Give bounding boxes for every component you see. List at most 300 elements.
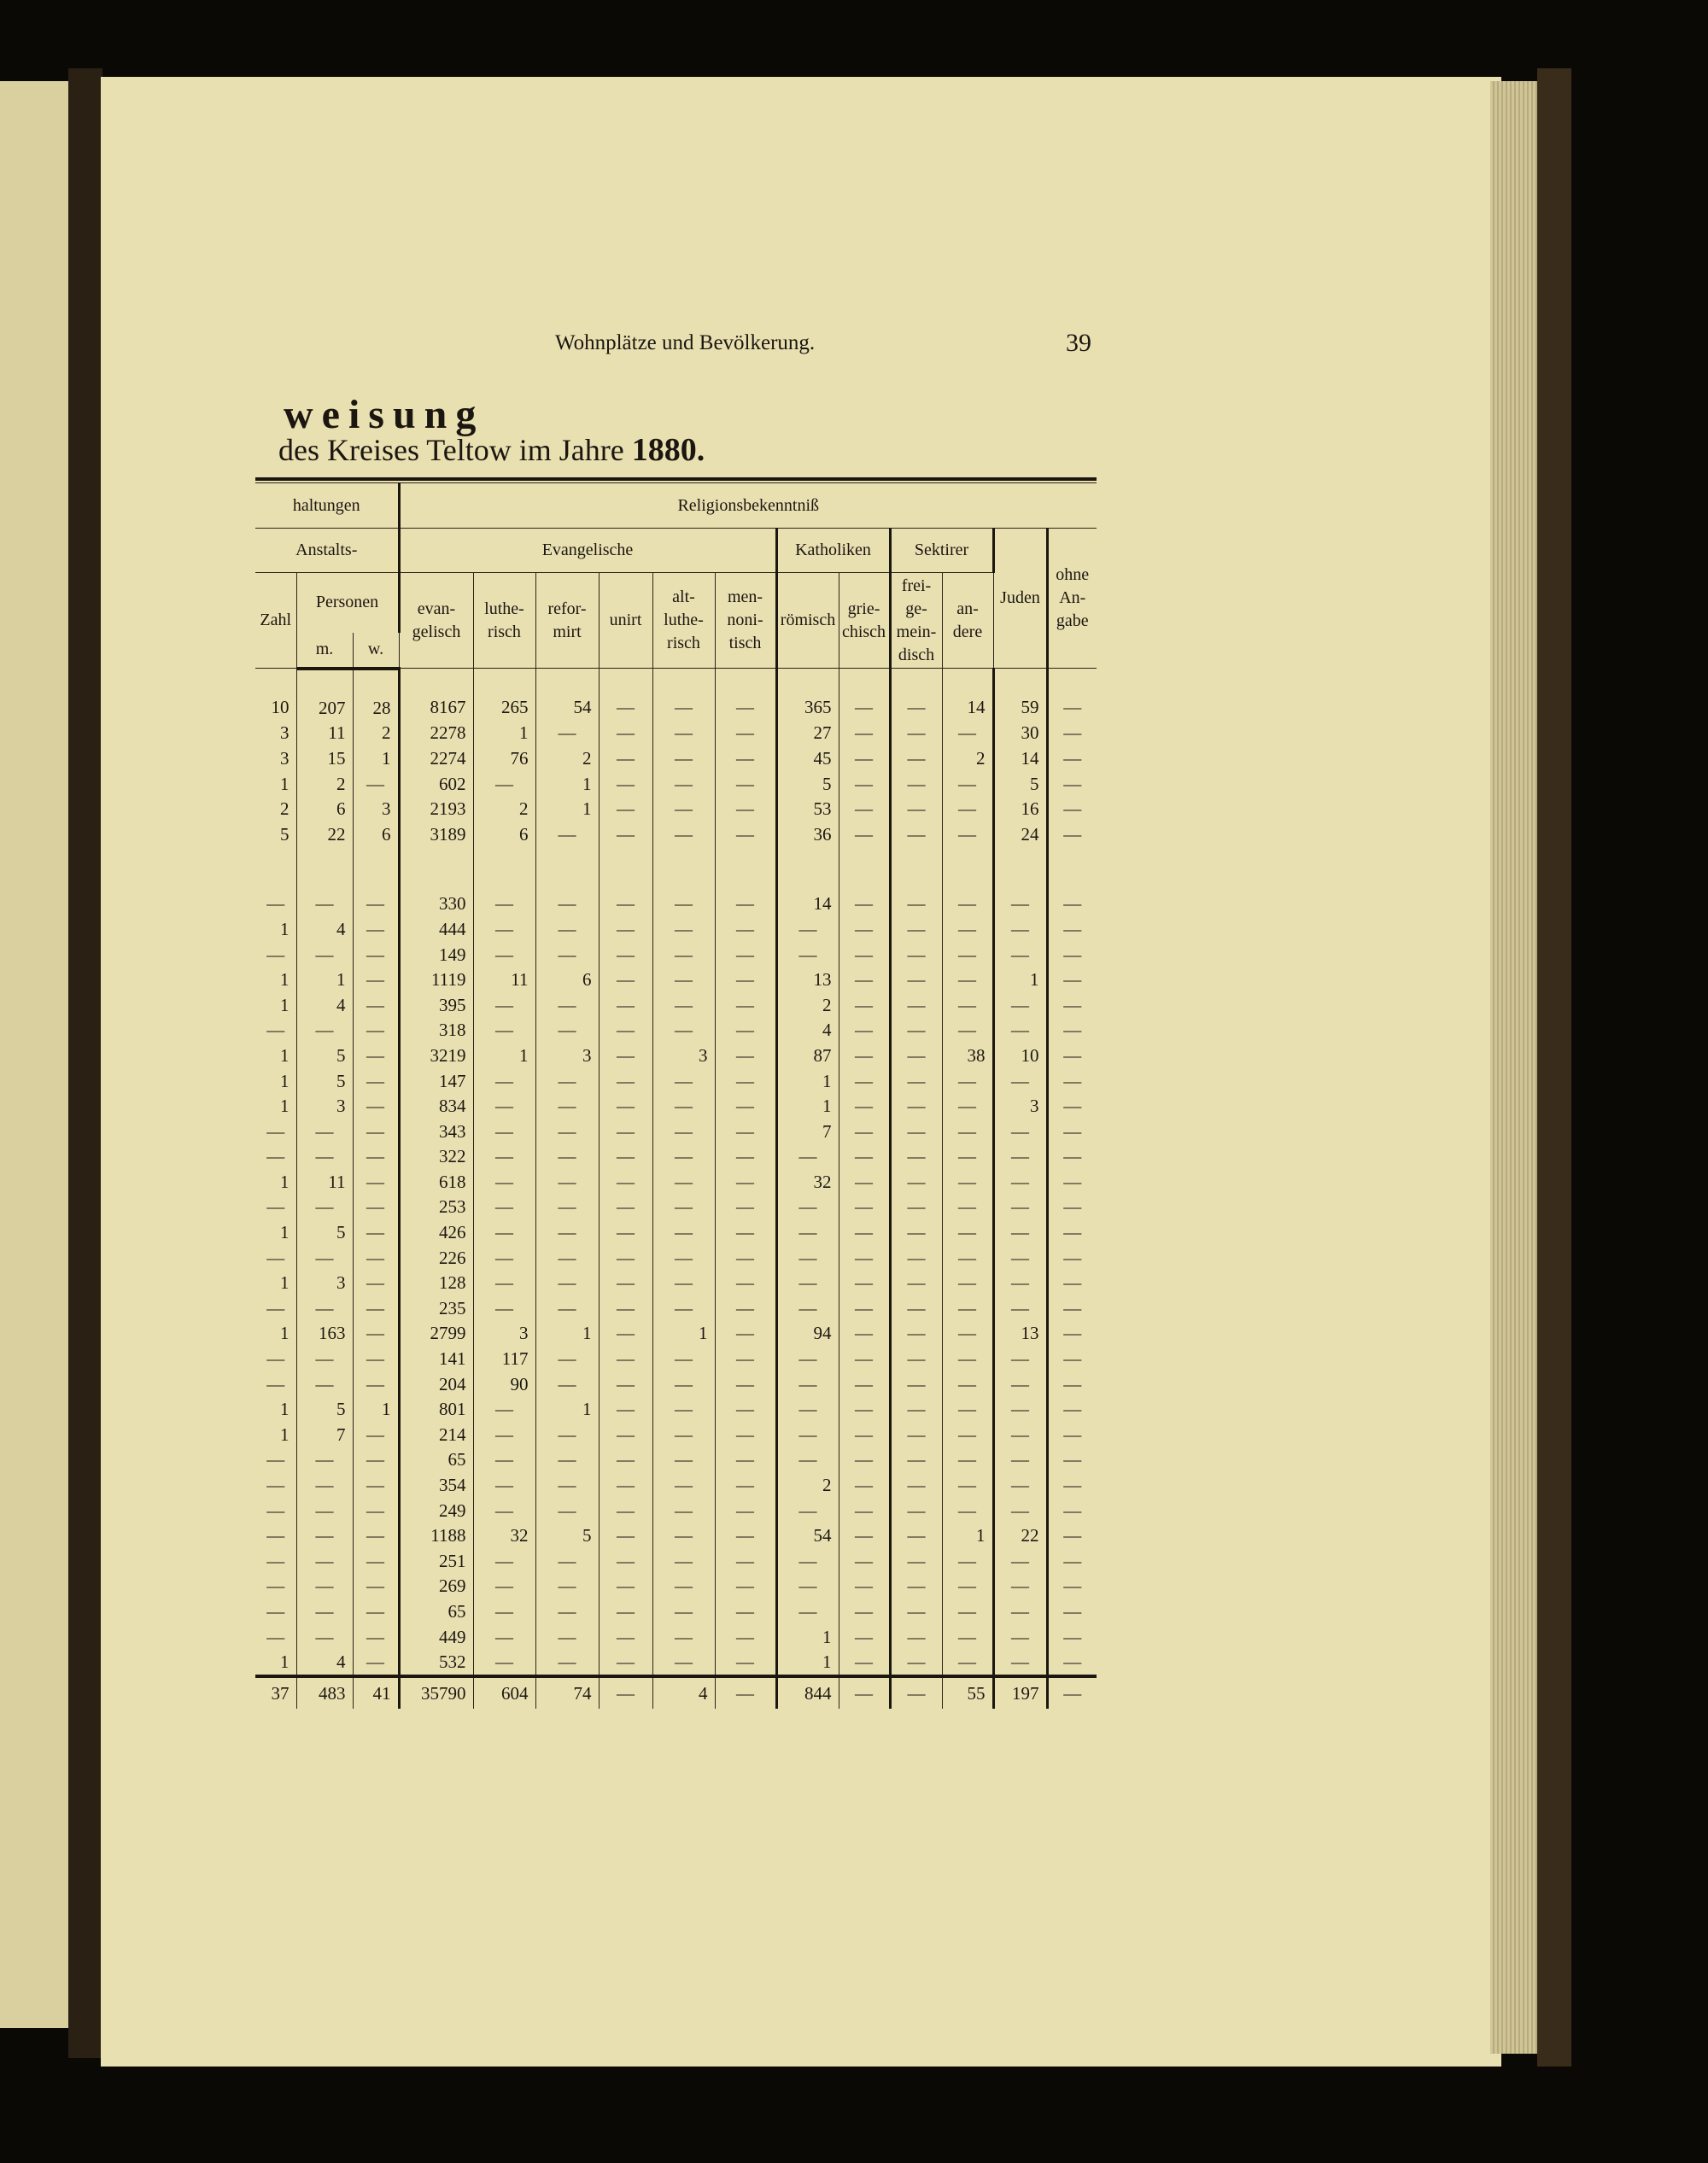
table-cell: 41 <box>353 1676 399 1709</box>
table-cell: — <box>715 1321 776 1347</box>
table-cell: — <box>1047 1044 1097 1069</box>
table-cell: — <box>993 1220 1047 1246</box>
table-cell: 226 <box>399 1245 473 1271</box>
empty-cell <box>473 847 535 892</box>
table-cell: 37 <box>255 1676 296 1709</box>
table-cell: — <box>776 1347 839 1372</box>
table-cell: — <box>535 1068 599 1094</box>
table-cell: — <box>353 1423 399 1448</box>
table-cell: — <box>715 1650 776 1677</box>
table-cell: — <box>599 746 652 772</box>
table-cell: 13 <box>993 1321 1047 1347</box>
table-cell: 265 <box>473 669 535 722</box>
table-cell: — <box>1047 821 1097 847</box>
table-cell: — <box>839 1574 890 1599</box>
table-cell: 8167 <box>399 669 473 722</box>
table-cell: 1 <box>255 1321 296 1347</box>
header-zahl: Zahl <box>255 573 296 669</box>
table-cell: 1 <box>473 1044 535 1069</box>
running-head: Wohnplätze und Bevölkerung. <box>555 331 816 354</box>
table-cell: — <box>993 892 1047 917</box>
table-cell: — <box>353 917 399 943</box>
table-row <box>255 1044 1097 1069</box>
statistics-table <box>255 482 1097 1709</box>
table-cell: — <box>652 721 715 746</box>
table-cell: — <box>652 771 715 797</box>
table-cell: — <box>535 1245 599 1271</box>
table-cell: — <box>353 1018 399 1044</box>
table-cell: — <box>993 1624 1047 1650</box>
table-cell: — <box>652 1170 715 1195</box>
table-cell: 449 <box>399 1624 473 1650</box>
table-cell: — <box>599 1599 652 1625</box>
table-cell: — <box>535 1549 599 1575</box>
table-cell: — <box>296 1245 353 1271</box>
empty-cell <box>535 847 599 892</box>
table-cell: — <box>776 1245 839 1271</box>
table-cell: — <box>353 771 399 797</box>
table-cell: — <box>599 721 652 746</box>
header-altlutherisch: alt-luthe-risch <box>652 573 715 669</box>
table-cell: — <box>1047 1119 1097 1144</box>
page-edges <box>1490 81 1541 2054</box>
table-cell: — <box>652 892 715 917</box>
table-cell: — <box>599 1195 652 1220</box>
table-cell: — <box>1047 1371 1097 1397</box>
table-cell: 11 <box>296 1170 353 1195</box>
table-cell: — <box>535 1018 599 1044</box>
table-cell: 483 <box>296 1676 353 1709</box>
table-cell: — <box>776 1296 839 1322</box>
table-cell: — <box>1047 1397 1097 1423</box>
table-cell: 2193 <box>399 797 473 822</box>
table-cell: — <box>890 1220 942 1246</box>
table-cell: 94 <box>776 1321 839 1347</box>
table-cell: 604 <box>473 1676 535 1709</box>
header-ohne-angabe: ohne An-gabe <box>1047 529 1097 669</box>
table-row <box>255 992 1097 1018</box>
table-cell: — <box>839 1523 890 1549</box>
table-cell: — <box>652 992 715 1018</box>
header-mennonitisch: men-noni-tisch <box>715 573 776 669</box>
table-cell: — <box>890 1447 942 1473</box>
table-cell: — <box>839 1599 890 1625</box>
table-cell: — <box>890 1624 942 1650</box>
table-cell: — <box>890 1473 942 1499</box>
table-cell: — <box>599 1347 652 1372</box>
table-cell: — <box>890 1549 942 1575</box>
table-cell: 197 <box>993 1676 1047 1709</box>
header-lutherisch: luthe-risch <box>473 573 535 669</box>
table-cell: — <box>535 1498 599 1523</box>
table-cell: — <box>599 1119 652 1144</box>
table-cell: — <box>353 1321 399 1347</box>
table-cell: 426 <box>399 1220 473 1246</box>
table-cell: — <box>715 746 776 772</box>
table-cell: — <box>715 1523 776 1549</box>
table-cell: — <box>839 1119 890 1144</box>
table-cell: — <box>715 1245 776 1271</box>
table-cell: — <box>473 1195 535 1220</box>
table-cell: 30 <box>993 721 1047 746</box>
table-row <box>255 1599 1097 1625</box>
table-cell: — <box>1047 1144 1097 1170</box>
table-cell: — <box>993 1371 1047 1397</box>
table-cell: — <box>1047 1170 1097 1195</box>
table-cell: — <box>890 1498 942 1523</box>
table-cell: 4 <box>296 992 353 1018</box>
table-cell: — <box>652 1423 715 1448</box>
table-cell: — <box>942 1220 993 1246</box>
table-cell: — <box>715 1296 776 1322</box>
table-cell: — <box>715 1220 776 1246</box>
table-cell: — <box>890 1371 942 1397</box>
table-cell: — <box>839 721 890 746</box>
table-cell: — <box>715 1018 776 1044</box>
table-cell: — <box>839 1423 890 1448</box>
table-cell: — <box>652 1119 715 1144</box>
table-cell: — <box>942 1094 993 1119</box>
table-cell: — <box>296 1144 353 1170</box>
table-cell: — <box>652 968 715 993</box>
table-cell: — <box>652 1447 715 1473</box>
table-cell: — <box>599 1676 652 1709</box>
table-cell: — <box>296 892 353 917</box>
table-cell: — <box>993 1119 1047 1144</box>
table-cell: 1 <box>255 1170 296 1195</box>
table-cell: — <box>599 1044 652 1069</box>
table-cell: 11 <box>473 968 535 993</box>
table-cell: — <box>1047 1245 1097 1271</box>
table-cell: — <box>942 1144 993 1170</box>
table-cell: 330 <box>399 892 473 917</box>
table-row <box>255 721 1097 746</box>
table-cell: 354 <box>399 1473 473 1499</box>
table-cell: 532 <box>399 1650 473 1677</box>
row-gap <box>255 847 1097 892</box>
table-cell: 1 <box>255 771 296 797</box>
table-cell: — <box>839 1296 890 1322</box>
table-cell: 1 <box>255 1220 296 1246</box>
table-cell: 28 <box>353 669 399 722</box>
table-cell: — <box>599 1447 652 1473</box>
table-cell: 1 <box>296 968 353 993</box>
table-cell: — <box>473 892 535 917</box>
table-cell: — <box>652 1549 715 1575</box>
header-evangelische: Evangelische <box>399 529 776 573</box>
table-cell: — <box>1047 917 1097 943</box>
table-cell: 618 <box>399 1170 473 1195</box>
table-cell: 5 <box>296 1220 353 1246</box>
table-cell: — <box>255 1195 296 1220</box>
table-cell: 1 <box>993 968 1047 993</box>
table-cell: — <box>715 721 776 746</box>
table-cell: — <box>993 1347 1047 1372</box>
table-cell: 207 <box>296 669 353 722</box>
table-cell: — <box>942 1321 993 1347</box>
table-cell: — <box>296 1523 353 1549</box>
table-cell: — <box>599 1371 652 1397</box>
table-cell: — <box>776 1371 839 1397</box>
table-cell: — <box>535 992 599 1018</box>
table-cell: 1 <box>535 797 599 822</box>
table-row <box>255 1296 1097 1322</box>
table-cell: 1 <box>255 1423 296 1448</box>
table-cell: 1 <box>353 1397 399 1423</box>
table-cell: — <box>599 942 652 968</box>
table-cell: — <box>473 1220 535 1246</box>
table-cell: 3 <box>296 1094 353 1119</box>
table-cell: 141 <box>399 1347 473 1372</box>
table-cell: — <box>890 1068 942 1094</box>
table-cell: — <box>353 942 399 968</box>
table-cell: — <box>942 721 993 746</box>
table-cell: — <box>296 1599 353 1625</box>
table-cell: 3 <box>473 1321 535 1347</box>
table-row <box>255 917 1097 943</box>
table-cell: — <box>652 1473 715 1499</box>
table-cell: — <box>1047 1094 1097 1119</box>
table-cell: — <box>599 1624 652 1650</box>
table-cell: — <box>652 1650 715 1677</box>
table-cell: — <box>942 1068 993 1094</box>
table-cell: 32 <box>473 1523 535 1549</box>
header-m: m. <box>296 633 353 669</box>
table-cell: — <box>652 1523 715 1549</box>
table-row <box>255 1094 1097 1119</box>
table-cell: — <box>599 1549 652 1575</box>
table-row <box>255 1423 1097 1448</box>
table-cell: — <box>599 892 652 917</box>
table-cell: — <box>535 1119 599 1144</box>
table-cell: — <box>599 917 652 943</box>
table-cell: — <box>652 917 715 943</box>
empty-cell <box>353 847 399 892</box>
table-cell: — <box>599 1423 652 1448</box>
table-body <box>255 669 1097 1710</box>
table-cell: — <box>890 1676 942 1709</box>
table-cell: — <box>715 669 776 722</box>
table-cell: — <box>599 968 652 993</box>
table-cell: — <box>715 917 776 943</box>
table-cell: 2 <box>473 797 535 822</box>
table-cell: — <box>993 1574 1047 1599</box>
table-cell: — <box>1047 992 1097 1018</box>
table-cell: — <box>353 1549 399 1575</box>
table-cell: — <box>776 942 839 968</box>
table-cell: — <box>296 1371 353 1397</box>
table-row <box>255 968 1097 993</box>
table-cell: 1188 <box>399 1523 473 1549</box>
table-cell: 14 <box>993 746 1047 772</box>
table-cell: — <box>942 1574 993 1599</box>
table-cell: 7 <box>776 1119 839 1144</box>
table-cell: — <box>255 1119 296 1144</box>
table-cell: — <box>1047 1321 1097 1347</box>
table-cell: 1 <box>473 721 535 746</box>
table-cell: — <box>652 1599 715 1625</box>
table-cell: — <box>839 821 890 847</box>
table-cell: — <box>942 1397 993 1423</box>
table-cell: — <box>776 1574 839 1599</box>
table-row <box>255 1473 1097 1499</box>
table-cell: — <box>1047 942 1097 968</box>
table-cell: — <box>535 1624 599 1650</box>
table-cell: — <box>473 942 535 968</box>
table-cell: — <box>652 1498 715 1523</box>
table-cell: — <box>1047 1650 1097 1677</box>
empty-cell <box>839 847 890 892</box>
table-cell: — <box>715 1447 776 1473</box>
table-cell: — <box>599 1473 652 1499</box>
table-cell: — <box>353 1599 399 1625</box>
table-cell: — <box>599 1523 652 1549</box>
table-cell: — <box>255 1624 296 1650</box>
table-cell: — <box>473 1549 535 1575</box>
table-cell: — <box>1047 1523 1097 1549</box>
table-cell: — <box>993 1170 1047 1195</box>
table-cell: — <box>652 1296 715 1322</box>
table-cell: — <box>296 1347 353 1372</box>
table-cell: 1 <box>255 1068 296 1094</box>
table-cell: — <box>890 1423 942 1448</box>
table-cell: — <box>715 942 776 968</box>
table-cell: — <box>890 669 942 722</box>
table-cell: 318 <box>399 1018 473 1044</box>
table-cell: 1 <box>255 1094 296 1119</box>
table-cell: 45 <box>776 746 839 772</box>
table-cell: — <box>993 1271 1047 1296</box>
table-row <box>255 1498 1097 1523</box>
table-cell: — <box>942 892 993 917</box>
table-cell: 59 <box>993 669 1047 722</box>
table-cell: — <box>890 1044 942 1069</box>
table-cell: — <box>993 1650 1047 1677</box>
table-cell: — <box>473 771 535 797</box>
table-cell: — <box>296 1473 353 1499</box>
table-cell: — <box>255 1347 296 1372</box>
table-cell: — <box>255 1144 296 1170</box>
table-cell: 2 <box>535 746 599 772</box>
table-cell: 5 <box>296 1044 353 1069</box>
table-cell: — <box>652 797 715 822</box>
table-cell: 1 <box>776 1650 839 1677</box>
table-cell: 4 <box>652 1676 715 1709</box>
empty-cell <box>296 847 353 892</box>
table-cell: — <box>296 942 353 968</box>
table-cell: — <box>890 1245 942 1271</box>
table-cell: — <box>473 1119 535 1144</box>
table-cell: — <box>890 1195 942 1220</box>
table-cell: — <box>715 1574 776 1599</box>
table-cell: — <box>652 942 715 968</box>
table-cell: 1 <box>942 1523 993 1549</box>
header-haltungen: haltungen <box>255 483 399 529</box>
table-cell: — <box>993 1423 1047 1448</box>
table-cell: — <box>776 1549 839 1575</box>
table-cell: — <box>839 968 890 993</box>
table-cell: 2799 <box>399 1321 473 1347</box>
table-cell: 204 <box>399 1371 473 1397</box>
table-cell: — <box>535 942 599 968</box>
table-cell: — <box>353 1144 399 1170</box>
table-row <box>255 1271 1097 1296</box>
table-cell: — <box>890 917 942 943</box>
table-cell: — <box>890 1296 942 1322</box>
table-cell: — <box>942 1599 993 1625</box>
header-katholiken: Katholiken <box>776 529 890 573</box>
table-cell: — <box>942 1018 993 1044</box>
table-cell: 235 <box>399 1296 473 1322</box>
table-cell: — <box>1047 669 1097 722</box>
table-cell: 1119 <box>399 968 473 993</box>
table-cell: — <box>890 1397 942 1423</box>
table-cell: — <box>1047 1599 1097 1625</box>
table-cell: 1 <box>535 1397 599 1423</box>
table-row <box>255 892 1097 917</box>
table-cell: — <box>652 1195 715 1220</box>
table-cell: — <box>473 1650 535 1677</box>
table-cell: 90 <box>473 1371 535 1397</box>
header-roemisch: römisch <box>776 573 839 669</box>
header-w: w. <box>353 633 399 669</box>
table-cell: 1 <box>255 1044 296 1069</box>
table-cell: — <box>255 1549 296 1575</box>
table-row <box>255 1397 1097 1423</box>
table-cell: — <box>599 771 652 797</box>
table-cell: 54 <box>535 669 599 722</box>
table-cell: 253 <box>399 1195 473 1220</box>
table-cell: — <box>473 1296 535 1322</box>
page-subtitle <box>278 431 705 469</box>
table-cell: — <box>839 1170 890 1195</box>
table-cell: — <box>839 1397 890 1423</box>
table-cell: — <box>473 992 535 1018</box>
table-cell: 322 <box>399 1144 473 1170</box>
table-cell: — <box>715 1068 776 1094</box>
table-cell: — <box>1047 1347 1097 1372</box>
table-cell: — <box>942 797 993 822</box>
table-cell: — <box>839 771 890 797</box>
table-cell: — <box>993 1397 1047 1423</box>
table-cell: — <box>715 1347 776 1372</box>
table-cell: — <box>942 992 993 1018</box>
table-cell: — <box>353 1624 399 1650</box>
table-cell: 2278 <box>399 721 473 746</box>
table-cell: — <box>296 1447 353 1473</box>
table-cell: — <box>1047 1296 1097 1322</box>
table-cell: 6 <box>535 968 599 993</box>
table-cell: 13 <box>776 968 839 993</box>
table-cell: — <box>473 917 535 943</box>
table-cell: — <box>353 1473 399 1499</box>
table-cell: — <box>839 992 890 1018</box>
table-cell: 149 <box>399 942 473 968</box>
table-cell: — <box>473 1068 535 1094</box>
table-cell: — <box>839 1347 890 1372</box>
table-cell: — <box>599 1068 652 1094</box>
table-cell: — <box>993 1144 1047 1170</box>
table-cell: 444 <box>399 917 473 943</box>
table-cell: 163 <box>296 1321 353 1347</box>
table-cell: — <box>942 1650 993 1677</box>
table-cell: — <box>652 1347 715 1372</box>
table-cell: — <box>255 1296 296 1322</box>
table-cell: 65 <box>399 1599 473 1625</box>
table-cell: — <box>942 1371 993 1397</box>
table-cell: — <box>890 1271 942 1296</box>
table-cell: — <box>353 1296 399 1322</box>
